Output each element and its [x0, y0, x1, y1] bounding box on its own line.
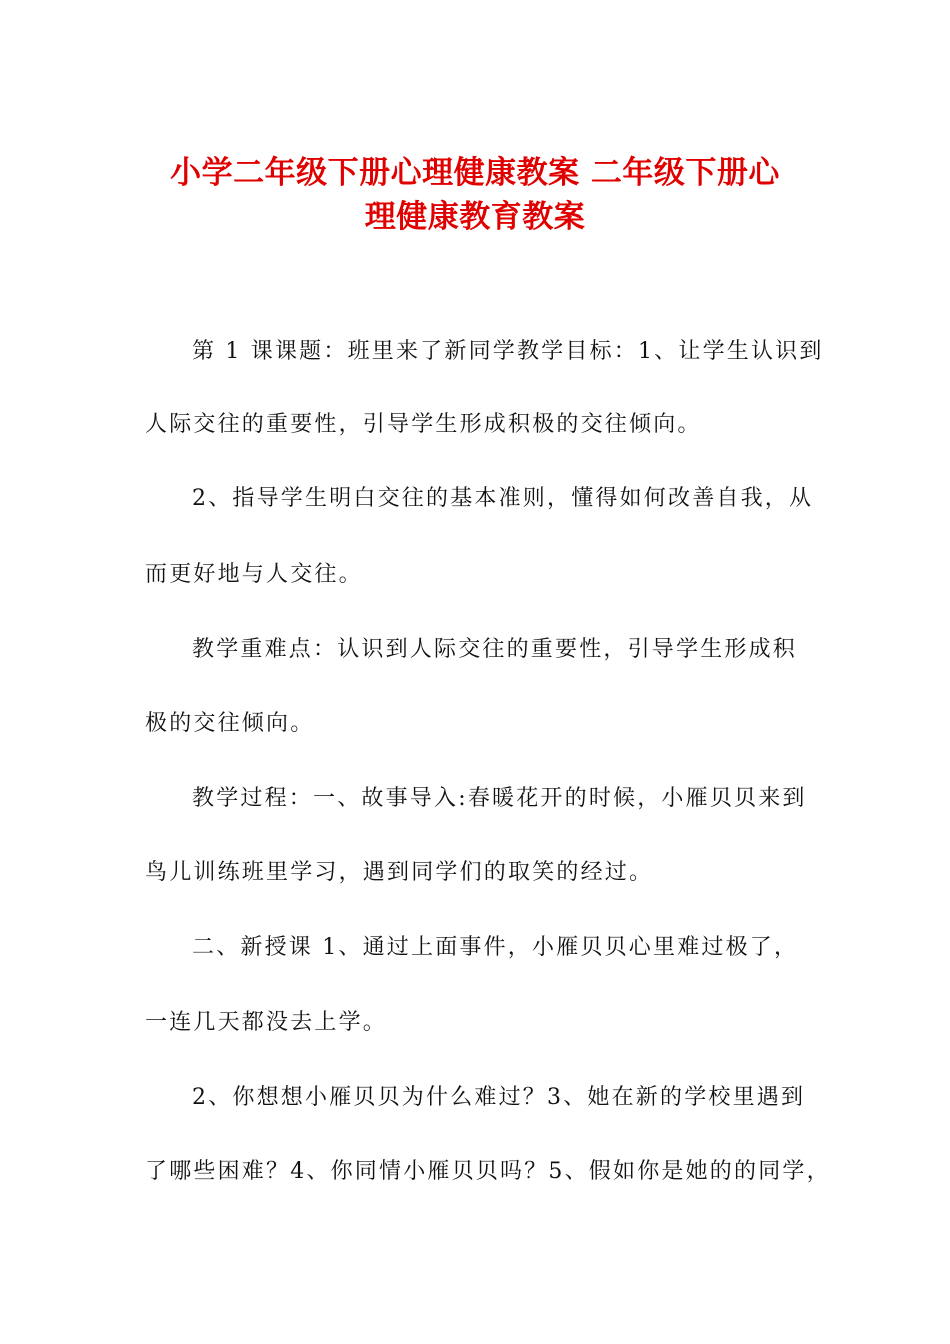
document-title-line-1: 小学二年级下册心理健康教案 二年级下册心 — [170, 155, 780, 191]
body-line-7: 教学过程：一、故事导入:春暖花开的时候，小雁贝贝来到 — [192, 786, 807, 811]
body-line-1: 第 1 课课题：班里来了新同学教学目标：1、让学生认识到 — [192, 339, 824, 364]
body-line-10: 一连几天都没去上学。 — [145, 1010, 388, 1035]
body-line-12: 了哪些困难？4、你同情小雁贝贝吗？5、假如你是她的的同学， — [145, 1159, 831, 1184]
body-line-6: 极的交往倾向。 — [145, 711, 315, 736]
document-title-line-2: 理健康教育教案 — [364, 199, 586, 235]
body-line-4: 而更好地与人交往。 — [145, 562, 363, 587]
body-line-2: 人际交往的重要性，引导学生形成积极的交往倾向。 — [145, 412, 702, 437]
body-line-8: 鸟儿训练班里学习，遇到同学们的取笑的经过。 — [145, 860, 654, 885]
body-line-5: 教学重难点：认识到人际交往的重要性，引导学生形成积 — [192, 637, 798, 662]
body-line-3: 2、指导学生明白交往的基本准则，懂得如何改善自我，从 — [192, 486, 814, 511]
body-line-9: 二、新授课 1、通过上面事件，小雁贝贝心里难过极了， — [192, 935, 799, 960]
body-line-11: 2、你想想小雁贝贝为什么难过？3、她在新的学校里遇到 — [192, 1085, 806, 1110]
